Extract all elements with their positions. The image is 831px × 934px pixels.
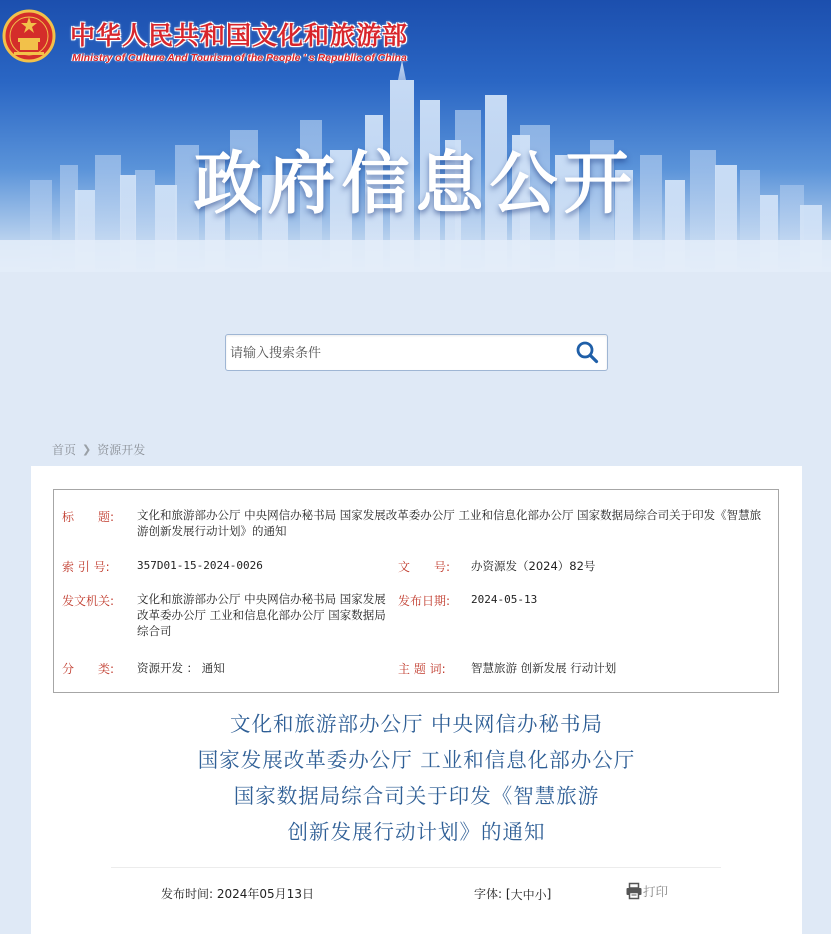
font-size-label: 字体:	[474, 887, 503, 901]
search-button[interactable]	[573, 339, 601, 367]
font-size-large-button[interactable]: 大	[510, 887, 523, 902]
meta-index-label: 索 引 号:	[62, 560, 110, 574]
document-title-line: 国家发展改革委办公厅 工业和信息化部办公厅	[197, 748, 636, 772]
title-divider	[111, 867, 721, 868]
header-banner	[0, 0, 831, 272]
national-emblem-icon	[2, 8, 56, 64]
print-label: 打印	[643, 884, 669, 899]
chevron-right-icon: ❯	[82, 443, 92, 456]
font-size-small-button[interactable]: 小	[534, 887, 547, 902]
font-size-control	[474, 885, 551, 903]
ministry-name-en: Ministry of Culture And Tourism of the People ' s Republic of China	[72, 52, 407, 64]
document-title-line: 国家数据局综合司关于印发《智慧旅游	[233, 784, 600, 808]
publish-time-label: 发布时间:	[161, 887, 214, 901]
document-title-line: 文化和旅游部办公厅 中央网信办秘书局	[229, 712, 603, 736]
meta-docno-value: 办资源发（2024）82号	[471, 559, 596, 573]
ministry-name-cn: 中华人民共和国文化和旅游部	[70, 21, 409, 50]
meta-category-label: 分 类:	[62, 662, 115, 676]
font-size-medium-button[interactable]: 中	[522, 887, 535, 902]
meta-docno-label: 文 号:	[398, 560, 451, 574]
breadcrumb-home-link[interactable]: 首页	[52, 443, 77, 457]
publish-time	[161, 885, 314, 902]
font-bracket-close: ]	[546, 887, 552, 901]
print-button[interactable]	[625, 882, 668, 900]
search-icon	[575, 340, 599, 364]
meta-category-value: 资源开发 ： 通知	[137, 661, 225, 675]
content-panel	[31, 466, 802, 934]
breadcrumb-resource-link[interactable]: 资源开发	[97, 443, 146, 457]
meta-title-label: 标 题:	[62, 510, 115, 524]
font-bracket-open: [	[505, 887, 511, 901]
meta-date-value: 2024-05-13	[471, 593, 538, 606]
search-input[interactable]	[230, 339, 560, 367]
meta-index-value: 357D01-15-2024-0026	[137, 559, 263, 572]
meta-keywords-value: 智慧旅游 创新发展 行动计划	[471, 661, 617, 675]
printer-icon	[625, 882, 643, 900]
meta-keywords-label: 主 题 词:	[398, 662, 446, 676]
meta-title-value: 文化和旅游部办公厅 中央网信办秘书局 国家发展改革委办公厅 工业和信息化部办公厅 国家数据局综合司关于印发《智慧旅游创新发展行动计划》的通知	[137, 508, 762, 538]
document-title	[31, 706, 802, 850]
section-title: 政府信息公开	[193, 145, 638, 224]
publish-time-value: 2024年05月13日	[216, 887, 314, 901]
meta-issuer-value: 文化和旅游部办公厅 中央网信办秘书局 国家发展改革委办公厅 工业和信息化部办公厅 国家数据局综合司	[137, 592, 386, 638]
meta-issuer-label: 发文机关:	[62, 594, 115, 608]
document-metadata-table	[53, 489, 779, 693]
search-box	[225, 334, 608, 371]
document-title-line: 创新发展行动计划》的通知	[287, 820, 546, 844]
meta-date-label: 发布日期:	[398, 594, 451, 608]
breadcrumb	[52, 441, 145, 458]
